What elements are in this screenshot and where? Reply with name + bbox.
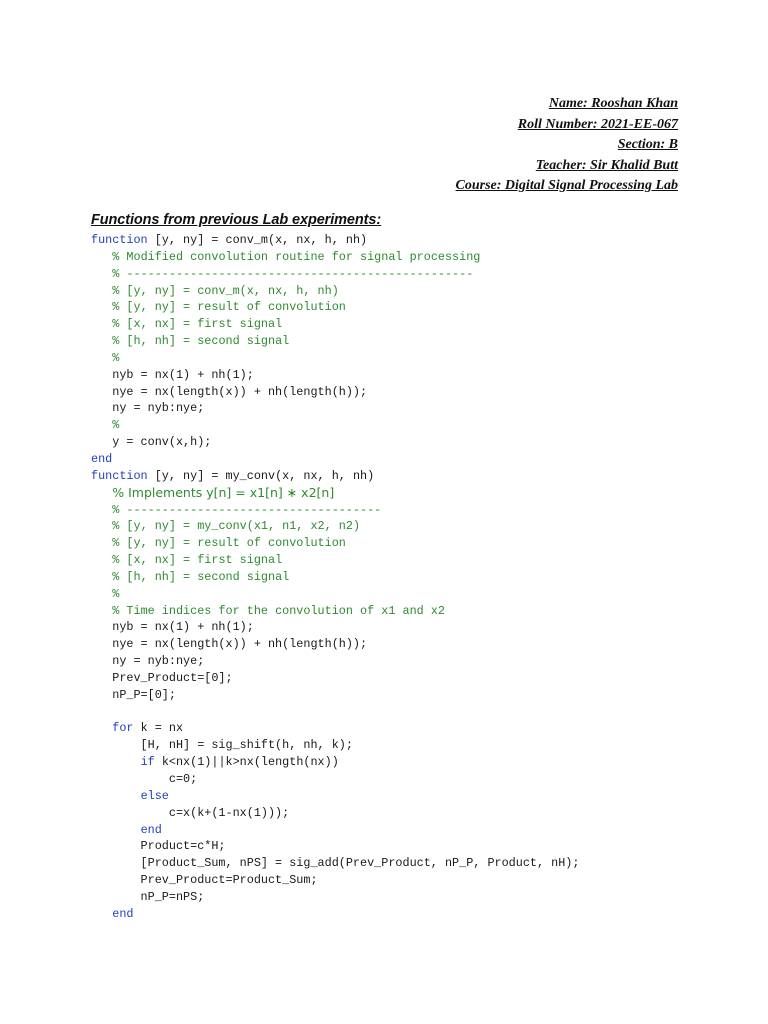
section: Section: B (617, 137, 678, 152)
code-line (91, 350, 579, 367)
code-text (91, 789, 141, 803)
code-text (91, 519, 112, 533)
code-line (91, 838, 579, 855)
code-line (91, 451, 579, 468)
code-text (91, 536, 112, 550)
code-keyword: function (91, 233, 148, 247)
code-line (91, 367, 579, 384)
code-line (91, 333, 579, 350)
code-line (91, 603, 579, 620)
code-line (91, 619, 579, 636)
code-line (91, 687, 579, 704)
code-text (91, 487, 112, 501)
code-comment: % (112, 418, 120, 433)
code-line (91, 754, 579, 771)
code-text (91, 587, 112, 601)
code-comment: % [x, nx] = first signal (112, 317, 283, 332)
student-info-header (456, 94, 678, 197)
code-line (91, 384, 579, 401)
code-line (91, 502, 579, 519)
code-text: Prev_Product=[0]; (91, 670, 233, 685)
code-text: y = conv(x,h); (91, 435, 212, 450)
code-text: c=x(k+(1-nx(1))); (91, 805, 290, 820)
code-line (91, 889, 579, 906)
code-line (91, 283, 579, 300)
code-comment: % (112, 350, 120, 365)
code-line (91, 552, 579, 569)
code-text: c=0; (91, 772, 198, 786)
code-line (91, 872, 579, 889)
code-line (91, 855, 579, 872)
code-comment: % [x, nx] = first signal (112, 553, 283, 568)
code-text (91, 317, 112, 331)
code-text (91, 604, 112, 618)
teacher: Teacher: Sir Khalid Butt (535, 157, 678, 173)
code-text (91, 250, 112, 264)
code-text (91, 907, 112, 921)
code-text: nyb = nx(1) + nh(1); (91, 367, 254, 382)
code-line (91, 788, 579, 805)
code-comment: % Implements y[n] = x1[n] ∗ x2[n] (112, 484, 335, 500)
section-heading: Functions from previous Lab experiments: (91, 212, 382, 228)
code-text (91, 570, 112, 584)
code-text (91, 334, 112, 348)
code-line (91, 434, 579, 451)
code-text: [H, nH] = sig_shift(h, nh, k); (91, 738, 353, 753)
code-line (91, 485, 579, 502)
code-keyword: end (140, 822, 162, 837)
code-text (91, 553, 112, 567)
code-text: k<nx(1)||k>nx(length(nx)) (154, 755, 339, 770)
code-comment: % [y, ny] = conv_m(x, nx, h, nh) (112, 283, 339, 298)
code-text: nye = nx(length(x)) + nh(length(h)); (91, 637, 368, 652)
code-comment: % [y, ny] = my_conv(x1, n1, x2, n2) (112, 519, 361, 534)
code-text: k = nx (133, 721, 184, 736)
code-line (91, 266, 579, 283)
code-line (91, 720, 579, 737)
code-line (91, 316, 579, 333)
code-text: ny = nyb:nye; (91, 654, 205, 669)
code-line (91, 249, 579, 266)
code-text: Product=c*H; (91, 839, 226, 854)
code-listing (91, 232, 579, 923)
code-keyword: else (140, 788, 169, 803)
code-line (91, 586, 579, 603)
code-text: nyb = nx(1) + nh(1); (91, 620, 254, 635)
code-text (91, 284, 112, 298)
code-text (91, 503, 112, 517)
code-keyword: for (112, 721, 134, 736)
code-text: nye = nx(length(x)) + nh(length(h)); (91, 384, 368, 399)
code-line (91, 569, 579, 586)
code-comment: % Modified convolution routine for signal processing (112, 249, 481, 264)
code-comment: % Time indices for the convolution of x1 and x2 (112, 603, 445, 618)
code-text: [y, ny] = my_conv(x, nx, h, nh) (147, 468, 375, 483)
code-comment: % ------------------------------------ (112, 502, 382, 517)
code-line (91, 468, 579, 485)
code-comment: % [y, ny] = result of convolution (112, 536, 346, 551)
code-comment: % ------------------------------------------------- (112, 266, 474, 281)
code-line (91, 299, 579, 316)
code-line (91, 535, 579, 552)
code-text: nP_P=[0]; (91, 687, 176, 702)
code-text: nP_P=nPS; (91, 889, 205, 904)
course: Course: Digital Signal Processing Lab (455, 178, 678, 193)
code-line (91, 771, 579, 788)
code-comment: % [h, nh] = second signal (112, 334, 290, 349)
code-keyword: end (112, 906, 134, 921)
code-text: [Product_Sum, nPS] = sig_add(Prev_Product, nP_P, Product, nH); (91, 856, 580, 871)
code-text: [y, ny] = conv_m(x, nx, h, nh) (147, 233, 368, 247)
code-text (91, 721, 112, 735)
code-comment: % (112, 586, 120, 601)
roll-number: Roll Number: 2021-EE-067 (517, 116, 678, 132)
code-text (91, 351, 112, 365)
code-line (91, 636, 579, 653)
code-line (91, 906, 579, 923)
code-keyword: function (91, 468, 148, 483)
code-comment: % [h, nh] = second signal (112, 569, 290, 584)
code-line (91, 822, 579, 839)
code-keyword: end (91, 451, 113, 466)
code-line (91, 232, 579, 249)
code-text (91, 823, 141, 837)
student-name: Name: Rooshan Khan (548, 96, 678, 111)
code-line (91, 704, 579, 721)
code-line (91, 518, 579, 535)
code-text (91, 300, 112, 314)
code-line (91, 805, 579, 822)
code-line (91, 653, 579, 670)
code-text (91, 418, 112, 432)
code-keyword: if (140, 755, 155, 770)
code-text (91, 267, 112, 281)
code-text: ny = nyb:nye; (91, 401, 205, 416)
code-text (91, 755, 141, 769)
code-line (91, 670, 579, 687)
code-line (91, 400, 579, 417)
code-comment: % [y, ny] = result of convolution (112, 300, 346, 315)
code-text: Prev_Product=Product_Sum; (91, 873, 318, 888)
code-line (91, 737, 579, 754)
code-line (91, 417, 579, 434)
